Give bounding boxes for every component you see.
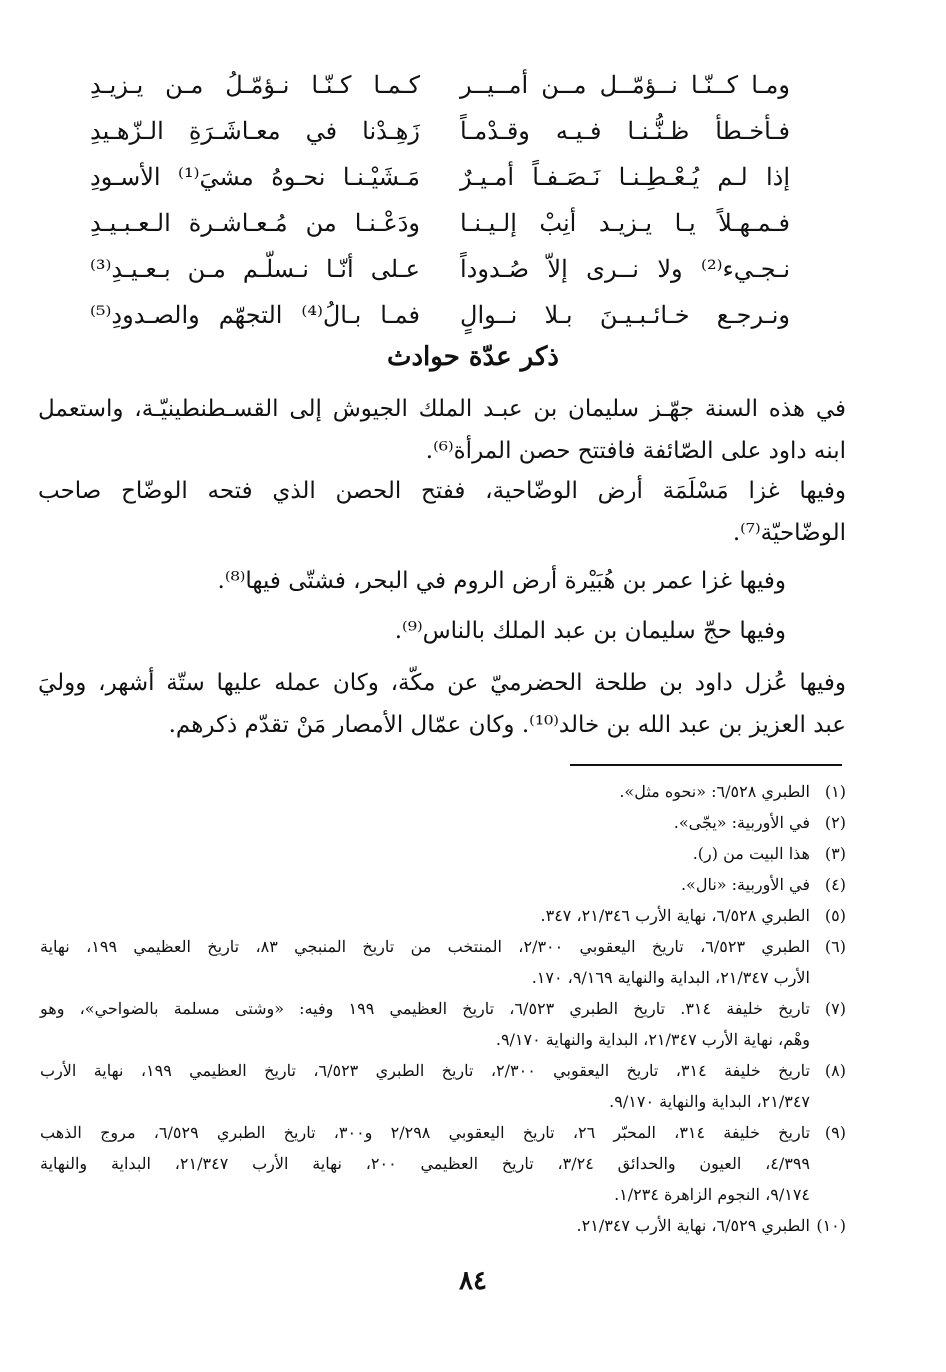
paragraph xyxy=(38,470,846,554)
section-heading: ذكر عدّة حوادث xyxy=(387,342,559,372)
footnote-line: ٢١/٣٤٧، البداية والنهاية ٩/١٧٠. xyxy=(609,1092,810,1111)
footnote-number: (٨) xyxy=(824,1061,846,1080)
footnote xyxy=(40,993,846,1055)
footnote-line: تاريخ خليفة ٣١٤. تاريخ الطبري ٦/٥٢٣، تاريخ العظيمي ١٩٩ وفيه: «وشتى مسلمة بالضواحي»، وهو xyxy=(40,999,810,1018)
paragraph-line: وفيها عُزل داود بن طلحة الحضرميّ عن مكّة، وكان عمله عليها ستّة أشهر، ووليَ xyxy=(38,670,846,696)
footnote xyxy=(40,776,846,807)
footnote-line: في الأوربية: «نال». xyxy=(680,875,810,894)
footnote-text xyxy=(40,869,810,900)
footnote-line: ٤/٣٩٩، العيون والحدائق ٣/٢٤، تاريخ العظيمي ٢٠٠، نهاية الأرب ٢١/٣٤٧، البداية والنهاية xyxy=(40,1154,811,1173)
verse-first-hemistich: فـمـهـلاً يـا يـزيـد أنِبْ إلـيـنـا xyxy=(460,209,790,237)
paragraph-line: وفيها غزا مَسْلَمَة أرض الوضّاحية، ففتح الحصن الذي فتحه الوضّاح صاحب xyxy=(38,478,846,504)
verse-second-hemistich: زَهِـدْنا في معـاشَـرَةِ الـزّهـيدِ xyxy=(90,117,420,145)
footnote-number: (١٠) xyxy=(816,1216,846,1235)
footnote-number: (٦) xyxy=(824,937,846,956)
paragraph-line: ابنه داود على الصّائفة فافتتح حصن المرأة⁽⁶⁾. xyxy=(425,438,846,464)
paragraph-line: وفيها غزا عمر بن هُبَيْرة أرض الروم في البحر، فشتّى فيها⁽⁸⁾. xyxy=(217,568,786,594)
footnote xyxy=(40,1117,846,1210)
paragraph-line: في هذه السنة جهّـز سليمان بن عبـد الملك الجيوش إلى القسـطنطينيّـة، واستعمل xyxy=(38,396,846,422)
paragraph-line: الوضّاحيّة⁽⁷⁾. xyxy=(732,520,846,546)
footnote-number: (٣) xyxy=(824,844,846,863)
poem-verse xyxy=(90,200,790,246)
verse-first-hemistich: فـأخـطأ ظـنُّـنـا فـيـه وقـدْمـاً xyxy=(460,117,790,145)
footnote-number: (٧) xyxy=(824,999,846,1018)
footnote-number: (٤) xyxy=(824,875,846,894)
page-number: ٨٤ xyxy=(459,1266,487,1296)
verse-first-hemistich: ومـا كــنّـا نــؤمّــل مــن أمــيــر xyxy=(460,71,790,99)
footnote-text xyxy=(40,776,810,807)
verse-first-hemistich: ونـرجـع خـائـبـيـنَ بـلا نــوالٍ xyxy=(460,301,790,329)
paragraph-line: عبد العزيز بن عبد الله بن خالد⁽¹⁰⁾. وكان عمّال الأمصار مَنْ تقدّم ذكرهم. xyxy=(168,712,846,738)
verse-second-hemistich: مَـشَيْـنـا نحـوهُ مشيَ⁽¹⁾ الأسـودِ xyxy=(90,163,420,191)
poem-verse xyxy=(90,62,790,108)
verse-first-hemistich: نـجـيء⁽²⁾ ولا نــرى إلاّ صُـدوداً xyxy=(460,255,790,283)
footnotes xyxy=(40,776,846,1241)
verse-first-hemistich: إذا لـم يُـعْـطِـنـا نَـصَـفـاً أمـيـرٌ xyxy=(460,163,790,191)
footnote xyxy=(40,1055,846,1117)
footnote-separator xyxy=(570,764,842,766)
footnote xyxy=(40,900,846,931)
footnote-text xyxy=(40,900,810,931)
footnote-line: الطبري ٦/٥٢٣، تاريخ اليعقوبي ٢/٣٠٠، المنتخب من تاريخ المنبجي ٨٣، تاريخ العظيمي ١٩٩، نهاية xyxy=(40,937,810,956)
footnote-number: (٩) xyxy=(824,1123,846,1142)
paragraph xyxy=(38,610,846,652)
poem xyxy=(90,62,790,338)
paragraph xyxy=(38,662,846,746)
footnote-line: الطبري ٦/٥٢٨، نهاية الأرب ٢١/٣٤٦، ٣٤٧. xyxy=(540,906,810,925)
poem-verse xyxy=(90,154,790,200)
footnote xyxy=(40,1210,846,1241)
footnote-text xyxy=(40,807,810,838)
verse-second-hemistich: كـمـا كـنّـا نـؤمّـلُ مـن يـزيـدِ xyxy=(90,71,420,99)
footnote-line: وهْم، نهاية الأرب ٢١/٣٤٧، البداية والنهاية ٩/١٧٠. xyxy=(495,1030,810,1049)
footnote-line: تاريخ خليفة ٣١٤، تاريخ اليعقوبي ٢/٣٠٠، تاريخ الطبري ٦/٥٢٣، تاريخ العظيمي ١٩٩، نهاية الأرب xyxy=(40,1061,810,1080)
footnote-number: (٢) xyxy=(824,813,846,832)
paragraph xyxy=(38,388,846,472)
footnote xyxy=(40,931,846,993)
verse-second-hemistich: فمـا بـالُ⁽⁴⁾ التجهّم والصـدودِ⁽⁵⁾ xyxy=(90,301,420,329)
footnote-text xyxy=(40,993,810,1055)
footnote-text xyxy=(40,838,810,869)
poem-verse xyxy=(90,292,790,338)
footnote-number: (١) xyxy=(824,782,846,801)
footnote-text xyxy=(40,1117,810,1210)
footnote-number: (٥) xyxy=(824,906,846,925)
verse-second-hemistich: عـلى أنّـا نـسلّـم مـن بـعـيـدِ⁽³⁾ xyxy=(90,255,420,283)
footnote-line: الطبري ٦/٥٢٨: «نحوه مثل». xyxy=(619,782,810,801)
footnote-line: الطبري ٦/٥٢٩، نهاية الأرب ٢١/٣٤٧. xyxy=(576,1216,810,1235)
footnote-text xyxy=(40,931,810,993)
footnote xyxy=(40,838,846,869)
footnote-text xyxy=(40,1210,810,1241)
footnote-line: تاريخ خليفة ٣١٤، المحبّر ٢٦، تاريخ اليعقوبي ٢/٢٩٨ و٣٠٠، تاريخ الطبري ٦/٥٢٩، مروج الذهب xyxy=(40,1123,811,1142)
footnote xyxy=(40,869,846,900)
paragraph-line: وفيها حجّ سليمان بن عبد الملك بالناس⁽⁹⁾. xyxy=(394,618,786,644)
poem-verse xyxy=(90,108,790,154)
footnote-text xyxy=(40,1055,810,1117)
poem-verse xyxy=(90,246,790,292)
footnote xyxy=(40,807,846,838)
footnote-line: ٩/١٧٤، النجوم الزاهرة ١/٢٣٤. xyxy=(614,1185,810,1204)
paragraph xyxy=(38,560,846,602)
footnote-line: هذا البيت من (ر). xyxy=(692,844,810,863)
verse-second-hemistich: ودَعْـنـا من مُـعـاشـرة الـعـبـيـدِ xyxy=(90,209,420,237)
footnote-line: الأرب ٢١/٣٤٧، البداية والنهاية ٩/١٦٩، ١٧٠. xyxy=(531,968,810,987)
footnote-line: في الأوربية: «يجّى». xyxy=(673,813,810,832)
